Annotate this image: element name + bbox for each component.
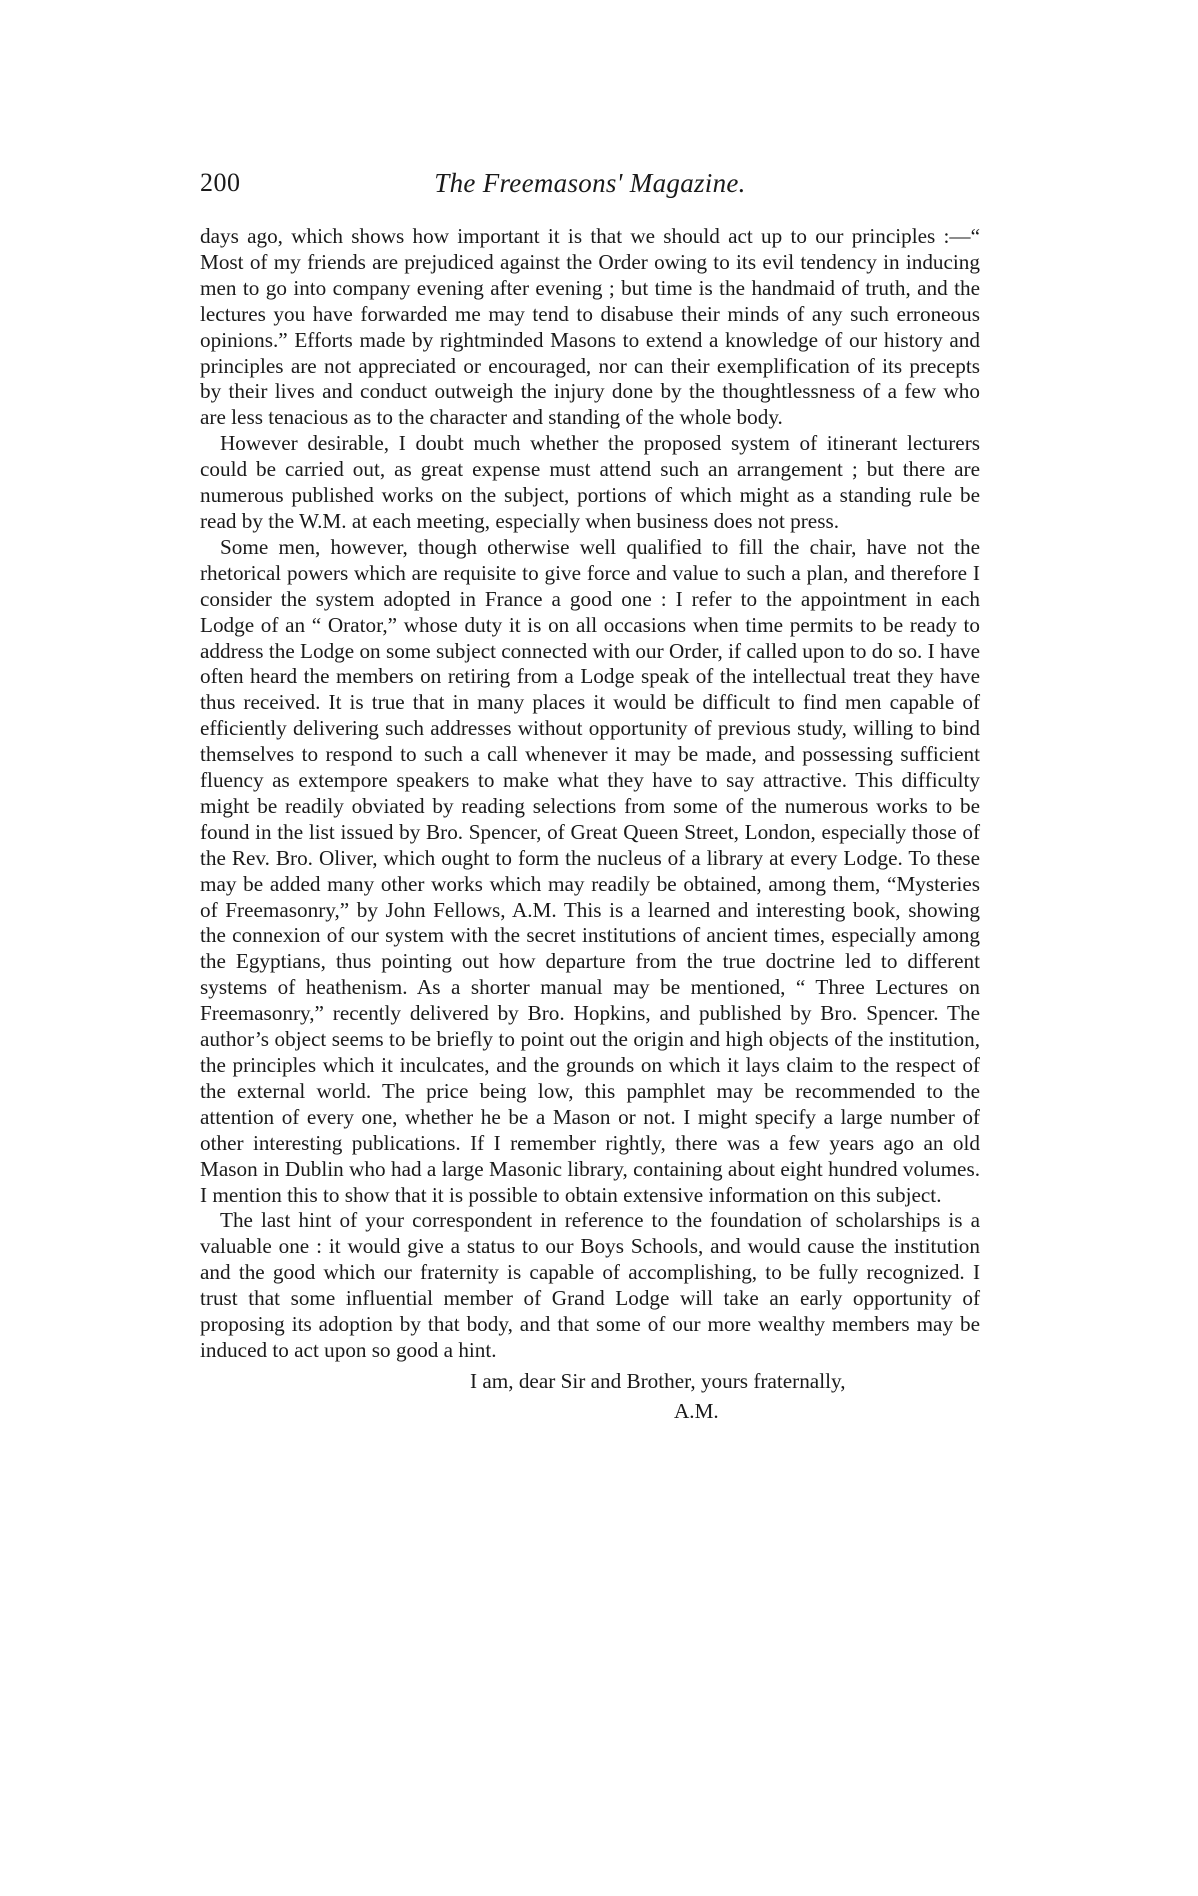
closing-line: I am, dear Sir and Brother, yours fraternally, — [470, 1369, 846, 1393]
running-title: The Freemasons' Magazine. — [434, 168, 746, 198]
article-body — [200, 224, 980, 1364]
paragraph-1: days ago, which shows how important it is that we should act up to our principles :—“ Most of my friends are prejudiced against the Order owing to its evil tendency in inducing men to go into company evening after evening ; but time is the handmaid of truth, and the lectures you have forwarded me may tend to disabuse their minds of any such erroneous opinions.” Efforts made by rightminded Masons to extend a knowledge of our history and principles are not appreciated or encouraged, nor can their exemplification of its precepts by their lives and conduct outweigh the injury done by the thoughtlessness of a few who are less tenacious as to the character and standing of the whole body. — [200, 224, 980, 430]
paragraph-2: However desirable, I doubt much whether the proposed system of itinerant lecturers could be carried out, as great expense must attend such an arrangement ; but there are numerous published works on the subject, portions of which might as a standing rule be read by the W.M. at each meeting, especially when business does not press. — [200, 431, 980, 533]
signature: A.M. — [674, 1399, 719, 1423]
page-number: 200 — [200, 168, 241, 197]
page-header — [200, 168, 980, 208]
paragraph-3: Some men, however, though otherwise well qualified to fill the chair, have not the rhetorical powers which are requisite to give force and value to such a plan, and therefore I consider the system adopted in France a good one : I refer to the appointment in each Lodge of an “ Orator,” whose duty it is on all occasions when time permits to be ready to address the Lodge on some subject connected with our Order, if called upon to do so. I have often heard the members on retiring from a Lodge speak of the intellectual treat they have thus received. It is true that in many places it would be difficult to find men capable of efficiently delivering such addresses without opportunity of previous study, willing to bind themselves to respond to such a call whenever it may be made, and possessing sufficient fluency as extempore speakers to make what they have to say attractive. This difficulty might be readily obviated by reading selections from some of the numerous works to be found in the list issued by Bro. Spencer, of Great Queen Street, London, especially those of the Rev. Bro. Oliver, which ought to form the nucleus of a library at every Lodge. To these may be added many other works which may readily be obtained, among them, “Mysteries of Freemasonry,” by John Fellows, A.M. This is a learned and interesting book, showing the connexion of our system with the secret institutions of ancient times, especially among the Egyptians, thus pointing out how departure from the true doctrine led to different systems of heathenism. As a shorter manual may be mentioned, “ Three Lectures on Freemasonry,” recently delivered by Bro. Hopkins, and published by Bro. Spencer. The author’s object seems to be briefly to point out the origin and high objects of the institution, the principles which it inculcates, and the grounds on which it lays claim to the respect of the external world. The price being low, this pamphlet may be recommended to the attention of every one, whether he be a Mason or not. I might specify a large number of other interesting publications. If I remember rightly, there was a few years ago an old Mason in Dublin who had a large Masonic library, containing about eight hundred volumes. I mention this to show that it is possible to obtain extensive information on this subject. — [200, 534, 980, 1207]
paragraph-4: The last hint of your correspondent in reference to the foundation of scholarships is a valuable one : it would give a status to our Boys Schools, and would cause the institution and the good which our fraternity is capable of accomplishing, to be fully recognized. I trust that some influential member of Grand Lodge will take an early opportunity of proposing its adoption by that body, and that some of our more wealthy members may be induced to act upon so good a hint. — [200, 1208, 980, 1362]
